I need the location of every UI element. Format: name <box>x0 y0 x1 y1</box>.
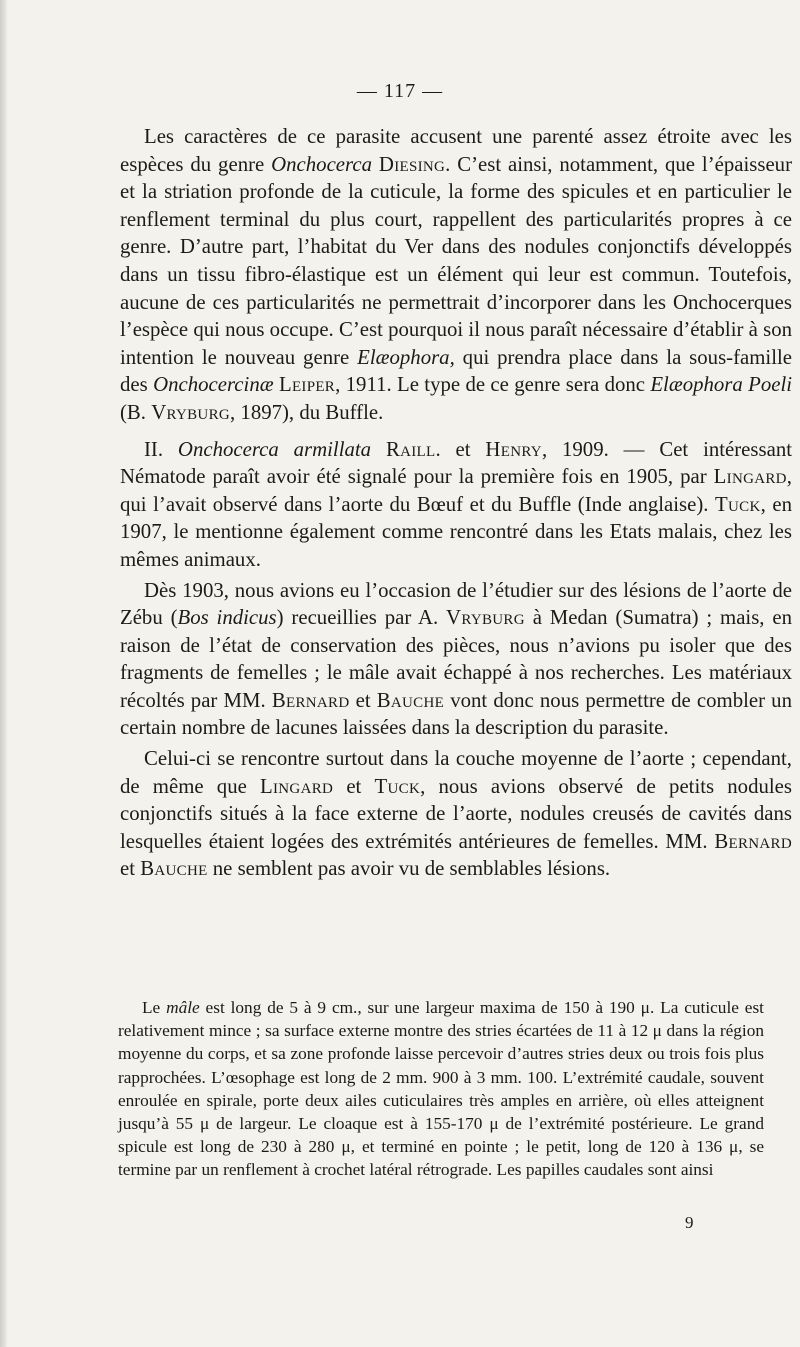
author-name: Raill <box>385 437 436 461</box>
text-run: Dès 1903, nous avions eu l’occasion de l’étudier sur des lésions de l’aorte de Zébu ( <box>120 578 792 630</box>
text-run: , 1909. — Cet intéressant Nématode paraît avoir été signalé pour la première fois en 1905, par <box>120 437 792 489</box>
page-number: — 117 — <box>356 80 444 102</box>
paragraph-genus-discussion <box>120 123 792 427</box>
text-run: II. <box>144 437 178 461</box>
author-name: Bernard <box>714 829 792 853</box>
text-run: est long de 5 à 9 cm., sur une largeur maxima de 150 à 190 μ. La cuticule est relativement mince ; sa surface externe montre des stries écartées de 11 à 12 μ dans la région moyenne du corps, et sa zone profonde laisse percevoir d’autres stries deux ou trois fois plus rapprochées. L’œsophage est long de 2 mm. 900 à 3 mm. 100. L’extrémité caudale, souvent enroulée en spirale, porte deux ailes cuticulaires très amples en arrière, où elles atteignent jusqu’à 55 μ de largeur. Le cloaque est à 155-170 μ de l’extrémité postérieure. Le grand spicule est long de 230 à 280 μ, et terminé en pointe ; le petit, long de 120 à 136 μ, se termine par un renflement à crochet latéral rétrograde. Les papilles caudales sont ainsi <box>118 998 764 1180</box>
main-text <box>120 123 792 883</box>
text-run <box>372 153 379 176</box>
author-name: Bauche <box>140 857 208 881</box>
italic-term: Bos indicus <box>177 606 277 630</box>
paragraph-onchocerca-armillata <box>120 436 792 574</box>
author-name: Tuck <box>715 492 761 516</box>
text-run: . C’est ainsi, notamment, que l’épaisseur et la striation profonde de la cuticule, la forme des spicules et en particulier le renflement terminal du plus court, rappellent des particularités propres à ce genre. D’autre part, l’habitat du Ver dans des nodules conjonctifs développés dans un tissu fibro-élastique est un élément qui leur est commun. Toutefois, aucune de ces particularités ne permettrait d’incorporer dans les Onchocerques l’espèce qui nous occupe. C’est pourquoi il nous paraît nécessaire d’établir à son intention le nouveau genre <box>120 152 792 369</box>
text-run: , qui l’avait observé dans l’aorte du Bœuf et du Buffle (Inde anglaise). <box>120 465 792 516</box>
italic-term: mâle <box>166 998 200 1017</box>
author-name: Bauche <box>376 688 445 712</box>
text-run: ne semblent pas avoir vu de semblables lésions. <box>207 857 611 881</box>
text-run: Le <box>142 998 167 1017</box>
italic-term: Onchocercinæ <box>153 373 274 397</box>
text-run: , nous avions observé de petits nodules conjonctifs situés à la face externe de l’aorte, nodules creusés de cavités dans lesquelles étaient logées des extrémités antérieures de femelles. MM. <box>120 774 792 853</box>
text-run: , en 1907, le mentionne également comme rencontré dans les Etats malais, chez les mêmes animaux. <box>120 492 792 571</box>
author-name: Bernard <box>271 688 350 712</box>
text-run: , 1911. Le type de ce genre sera donc <box>335 373 651 397</box>
text-run: et <box>349 688 377 712</box>
text-run: , 1897), du Buffle. <box>230 400 384 424</box>
author-name: Lingard <box>260 774 334 798</box>
paragraph-zebu-lesions <box>120 577 792 743</box>
page-edge-shadow <box>0 0 7 1347</box>
text-run: . et <box>435 437 486 461</box>
text-run: vont donc nous permettre de combler un certain nombre de lacunes laissées dans la description du parasite. <box>120 688 792 740</box>
italic-term: Elæophora, <box>357 345 455 369</box>
text-run: qui prendra place dans la sous-famille des <box>120 345 792 397</box>
text-run <box>371 438 386 461</box>
paragraph-male-description <box>118 996 764 1182</box>
author-name: Henry <box>485 437 542 461</box>
signature-mark: 9 <box>685 1213 694 1232</box>
author-name: Vryburg <box>151 400 231 424</box>
text-run: Celui-ci se rencontre surtout dans la couche moyenne de l’aorte ; cependant, de même que <box>120 747 792 798</box>
text-run: ) recueillies par A. <box>276 606 447 630</box>
text-run: (B. <box>120 400 152 424</box>
text-run: Les caractères de ce parasite accusent une parenté assez étroite avec les espèces du genre <box>120 125 792 176</box>
text-run: à Medan (Sumatra) ; mais, en raison de l’état de conservation des pièces, nous n’avions pu isoler que des fragments de femelles ; le mâle avait échappé à nos recherches. Les matériaux récoltés par MM. <box>120 606 792 712</box>
italic-term: Onchocerca armillata <box>177 437 372 461</box>
paragraph-aorta-location <box>120 745 792 883</box>
author-name: Diesing <box>378 152 446 176</box>
italic-term: Onchocerca <box>271 152 372 176</box>
text-run: et <box>333 774 375 798</box>
male-description-text <box>118 996 764 1182</box>
italic-term: Elæophora Poeli <box>650 373 793 397</box>
author-name: Leiper <box>278 373 336 397</box>
author-name: Vryburg <box>446 606 525 630</box>
author-name: Lingard <box>713 465 787 489</box>
text-run: et <box>120 857 141 881</box>
author-name: Tuck <box>374 774 421 798</box>
